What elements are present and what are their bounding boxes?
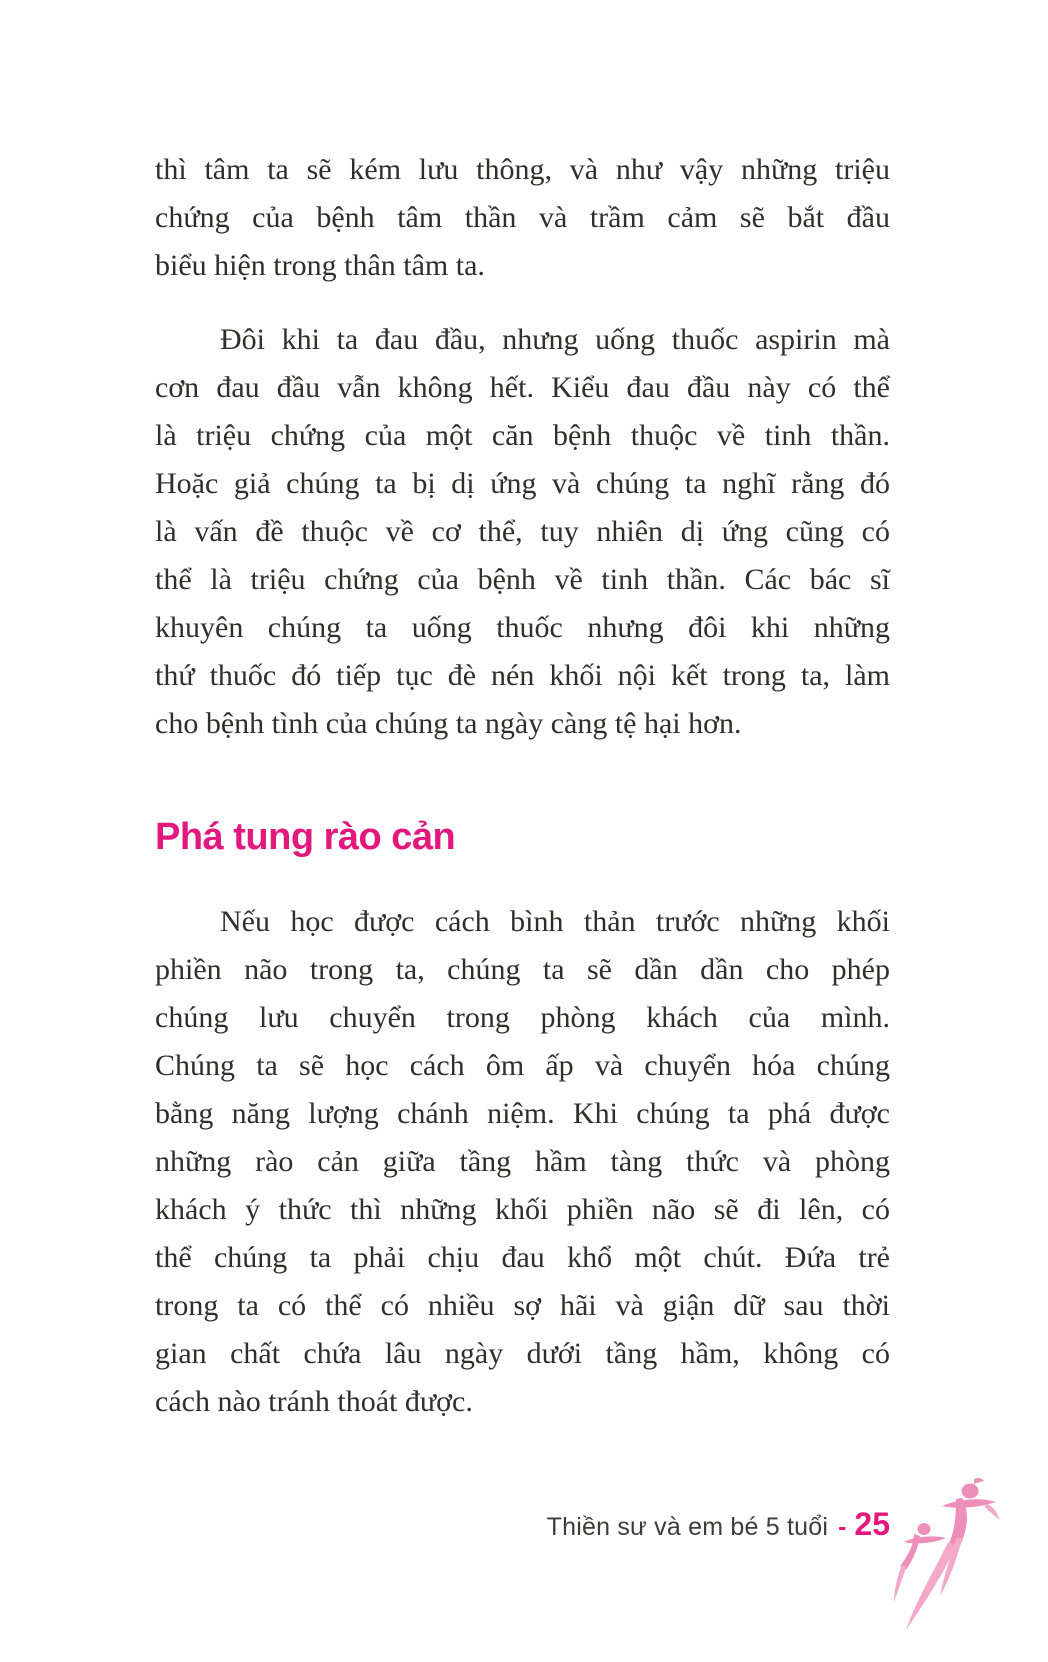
text-line: chứng của bệnh tâm thần và trầm cảm sẽ bắt đầu	[155, 201, 890, 234]
text-line: những rào cản giữa tầng hầm tàng thức và phòng	[155, 1145, 890, 1178]
footer-page-number: 25	[854, 1506, 890, 1542]
text-line: là triệu chứng của một căn bệnh thuộc về tinh thần.	[155, 419, 890, 452]
text-line: chúng lưu chuyển trong phòng khách của mình.	[155, 1001, 890, 1034]
text-line: Nếu học được cách bình thản trước những khối	[220, 905, 890, 938]
page-content	[155, 146, 890, 1426]
text-line: gian chất chứa lâu ngày dưới tầng hầm, không có	[155, 1337, 890, 1370]
text-line: trong ta có thể có nhiều sợ hãi và giận dữ sau thời	[155, 1289, 890, 1322]
text-line: cách nào tránh thoát được.	[155, 1385, 473, 1418]
text-line: cơn đau đầu vẫn không hết. Kiểu đau đầu này có thể	[155, 371, 890, 404]
text-line: thì tâm ta sẽ kém lưu thông, và như vậy những triệu	[155, 153, 890, 186]
text-line: khách ý thức thì những khối phiền não sẽ đi lên, có	[155, 1193, 890, 1226]
text-line: khuyên chúng ta uống thuốc nhưng đôi khi những	[155, 611, 890, 644]
text-line: là vấn đề thuộc về cơ thể, tuy nhiên dị ứng cũng có	[155, 515, 890, 548]
text-line: biểu hiện trong thân tâm ta.	[155, 249, 485, 282]
text-line: thể là triệu chứng của bệnh về tinh thần. Các bác sĩ	[155, 563, 890, 596]
section-heading: Phá tung rào cản	[155, 816, 456, 858]
body-paragraph	[155, 898, 890, 1426]
walking-figures-brush-illustration-icon	[892, 1476, 1016, 1654]
text-line: bằng năng lượng chánh niệm. Khi chúng ta phá được	[155, 1097, 890, 1130]
text-line: cho bệnh tình của chúng ta ngày càng tệ hại hơn.	[155, 707, 742, 740]
text-line: Đôi khi ta đau đầu, nhưng uống thuốc aspirin mà	[220, 323, 890, 356]
body-paragraph	[155, 146, 890, 290]
body-paragraph	[155, 316, 890, 748]
text-line: Hoặc giả chúng ta bị dị ứng và chúng ta nghĩ rằng đó	[155, 467, 890, 500]
footer-separator: -	[838, 1513, 847, 1541]
text-line: thứ thuốc đó tiếp tục đè nén khối nội kết trong ta, làm	[155, 659, 890, 692]
text-line: Chúng ta sẽ học cách ôm ấp và chuyển hóa chúng	[155, 1049, 890, 1082]
footer-book-title: Thiền sư và em bé 5 tuổi	[546, 1513, 829, 1541]
text-line: phiền não trong ta, chúng ta sẽ dần dần cho phép	[155, 953, 890, 986]
page-footer	[547, 1506, 890, 1543]
text-line: thể chúng ta phải chịu đau khổ một chút. Đứa trẻ	[155, 1241, 890, 1274]
